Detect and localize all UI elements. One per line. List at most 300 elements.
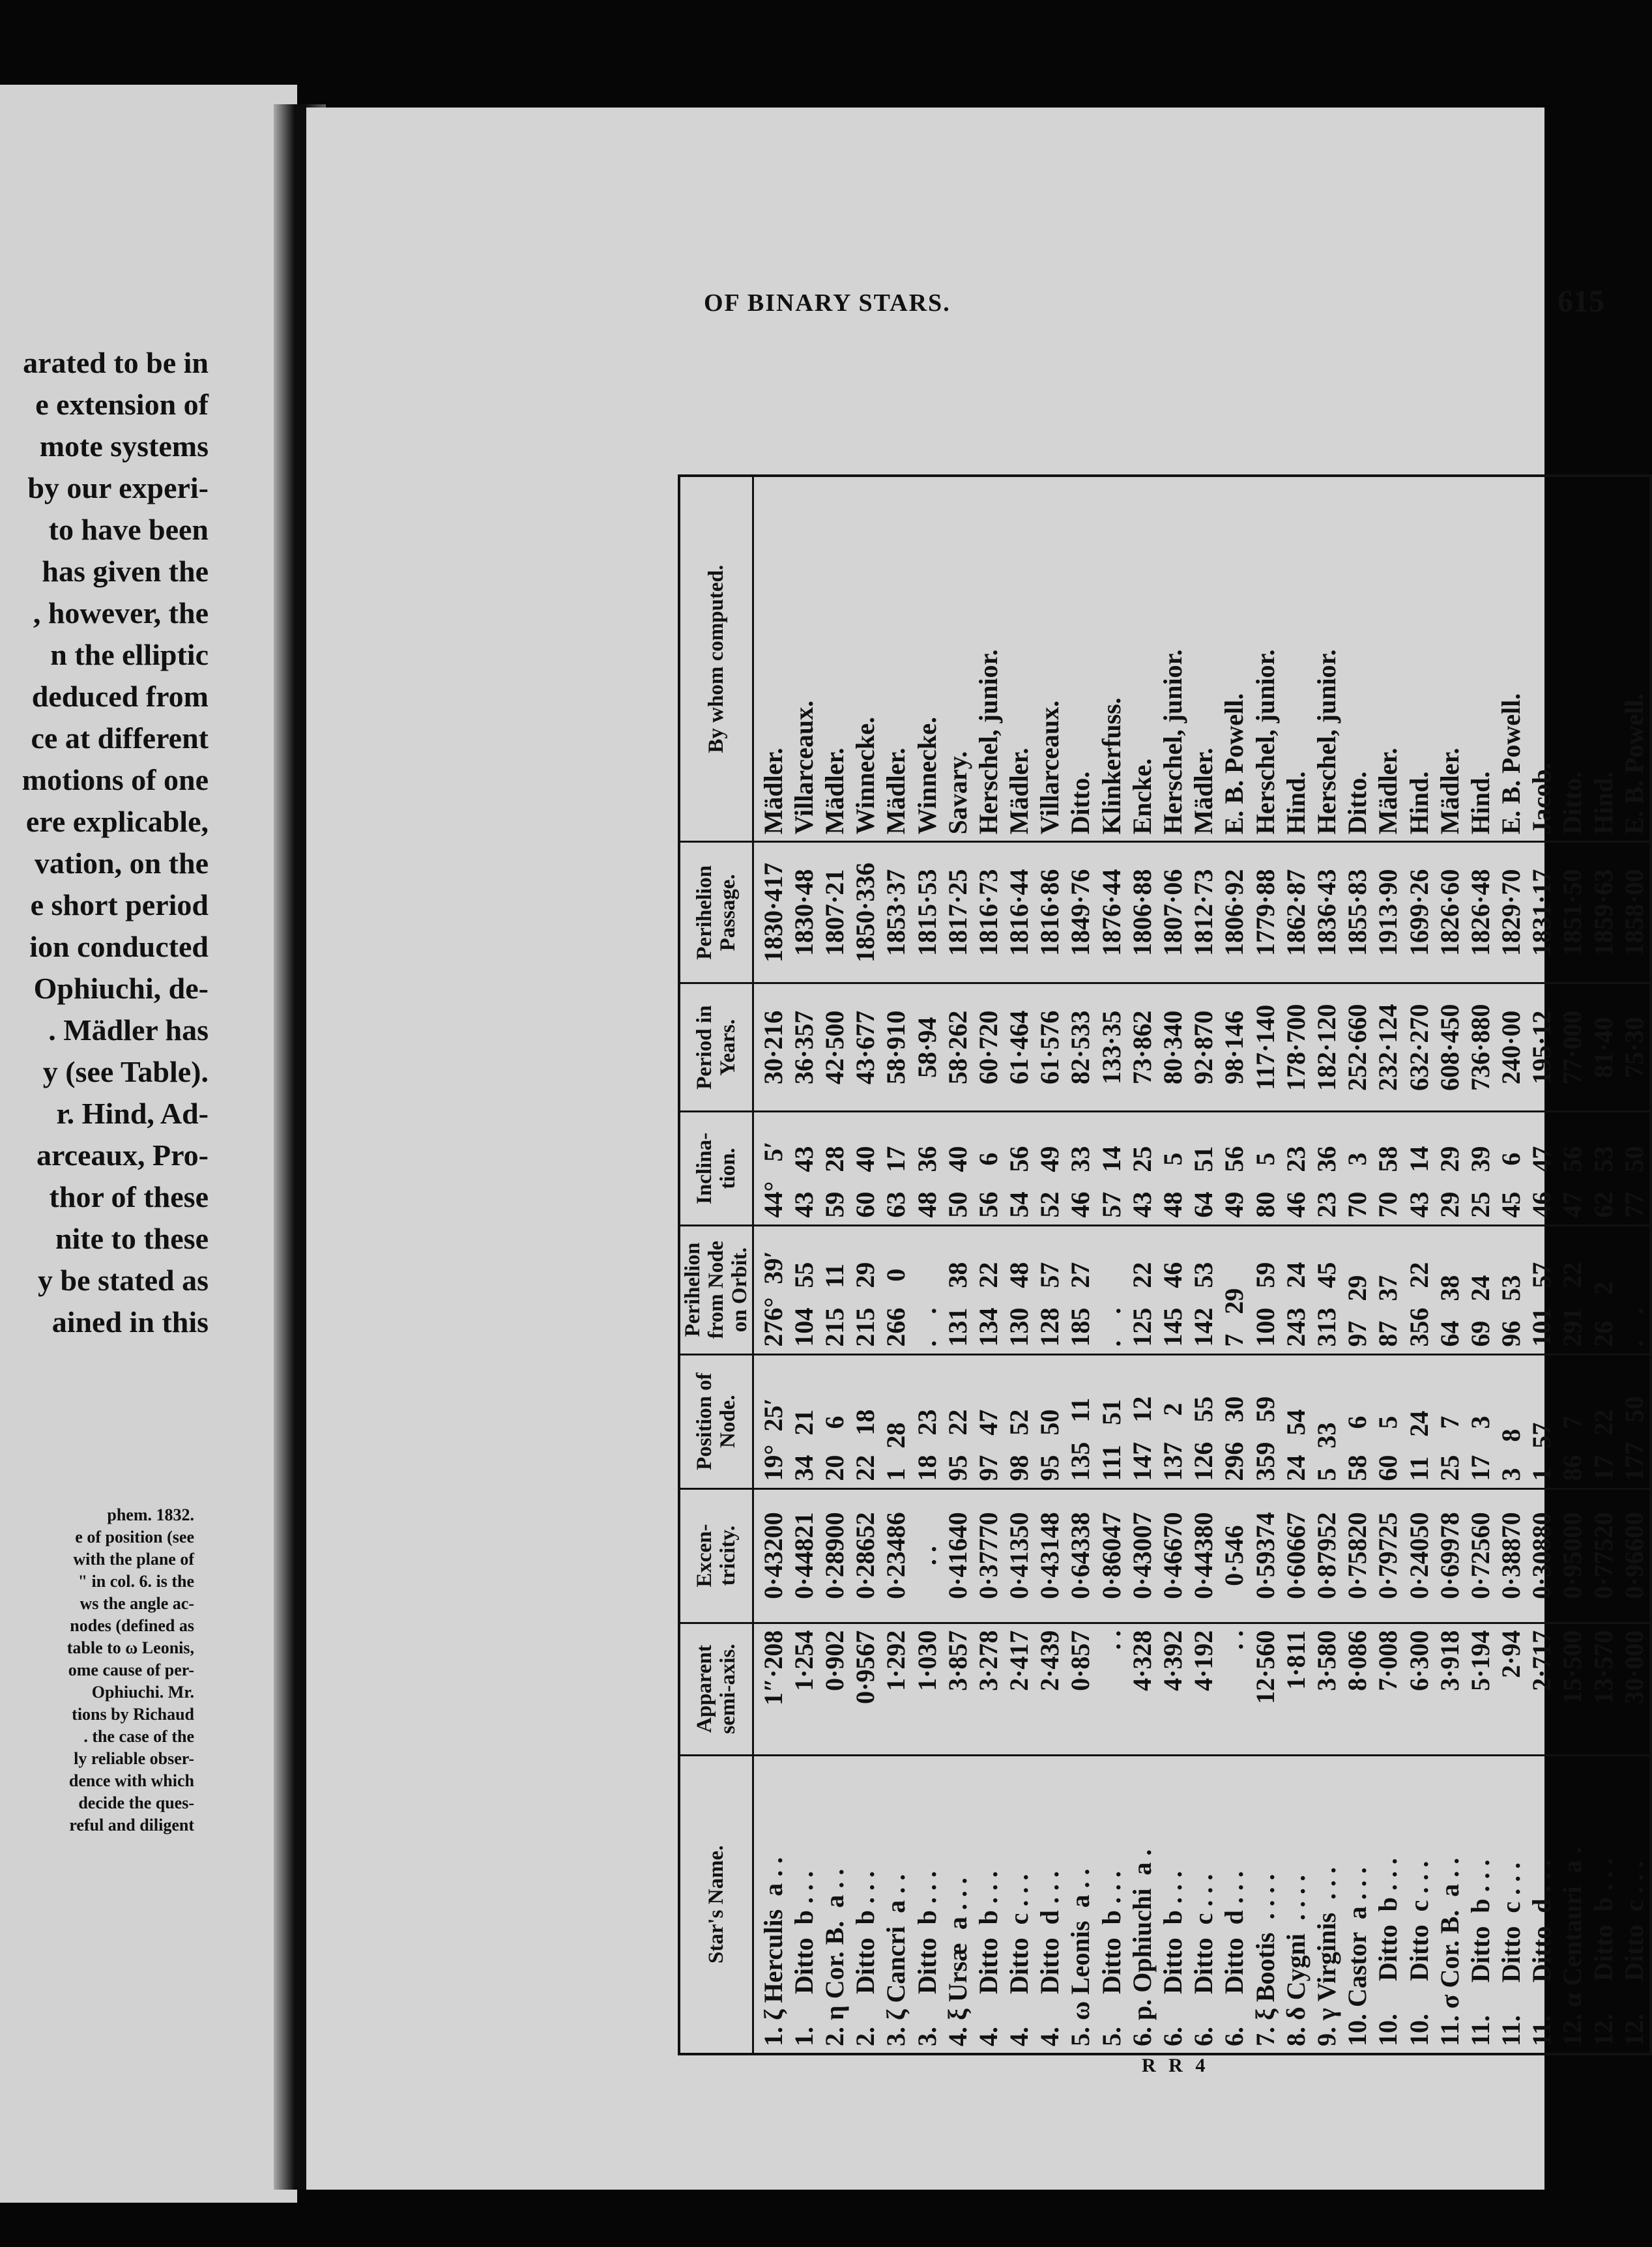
- left-footnote-line: ome cause of per-: [68, 1660, 194, 1679]
- cell-computer: Mädler.: [1004, 747, 1034, 835]
- cell-star: 3. ζ Cancri a . .: [881, 1874, 911, 2046]
- left-footnote-line: ws the angle ac-: [80, 1594, 194, 1613]
- cell-star: 2. Ditto b . . .: [850, 1871, 880, 2046]
- cell-period: 92·870: [1189, 1010, 1219, 1084]
- cell-node: 137 2: [1158, 1402, 1187, 1481]
- cell-computer: Hind.: [1465, 771, 1495, 835]
- cell-period: 252·660: [1342, 1004, 1372, 1091]
- cell-star: 6. Ditto d . . .: [1219, 1871, 1249, 2046]
- cell-star: 11. σ Cor. B. a . .: [1434, 1857, 1464, 2046]
- left-footnote-line: table to ω Leonis,: [66, 1638, 194, 1657]
- cell-node: 58 6: [1342, 1415, 1372, 1481]
- cell-passage: 1806·88: [1127, 869, 1157, 956]
- cell-computer: Mädler.: [758, 747, 788, 835]
- cell-ecc: 0·43148: [1035, 1512, 1065, 1599]
- left-page-line: y (see Table).: [42, 1055, 209, 1088]
- cell-axis: 0·9567: [850, 1630, 880, 1704]
- cell-period: 632·270: [1404, 1004, 1434, 1091]
- cell-ecc: 0·60667: [1281, 1512, 1311, 1599]
- left-page-line: . Mädler has: [48, 1013, 209, 1047]
- cell-period: 98·146: [1219, 1010, 1249, 1084]
- cell-ecc: 0·41350: [1004, 1512, 1034, 1599]
- column-computed-by: [680, 477, 1649, 841]
- cell-computer: Jacob.: [1527, 762, 1557, 835]
- left-page-text: [0, 345, 209, 1346]
- cell-computer: Ditto.: [1065, 771, 1095, 835]
- cell-passage: 1836·43: [1311, 869, 1341, 956]
- cell-computer: Herschel, junior.: [1311, 649, 1341, 835]
- left-page-line: r. Hind, Ad-: [56, 1097, 209, 1130]
- cell-passage: 1876·44: [1096, 869, 1126, 956]
- cell-axis: 1″·208: [758, 1630, 788, 1705]
- cell-period: 117·140: [1250, 1004, 1280, 1090]
- table-rotated-content: [680, 477, 1649, 2053]
- cell-incl: 54 56: [1004, 1146, 1034, 1218]
- cell-axis: 30·000: [1619, 1630, 1649, 1704]
- cell-incl: 63 17: [881, 1146, 911, 1218]
- cell-computer: E. B. Powell.: [1496, 693, 1526, 835]
- cell-star: 2. η Cor. B. a . .: [819, 1868, 849, 2046]
- column-excentricity: [680, 1488, 1649, 1622]
- cell-incl: 60 40: [850, 1146, 880, 1218]
- cell-star: 3. Ditto b . . .: [912, 1871, 942, 2046]
- cell-node: 135 11: [1065, 1397, 1095, 1481]
- left-page-line: e short period: [30, 888, 209, 921]
- cell-star: 6. Ditto b . . .: [1158, 1871, 1187, 2046]
- cell-period: 133·35: [1096, 1010, 1126, 1084]
- column-semi-axis: [680, 1622, 1649, 1754]
- cell-node: 24 54: [1281, 1409, 1311, 1481]
- cell-computer: E. B. Powell.: [1619, 693, 1649, 835]
- cell-period: 232·124: [1373, 1004, 1403, 1091]
- left-page-line: thor of these: [49, 1180, 209, 1213]
- cell-peri: 26 2: [1588, 1281, 1618, 1347]
- cell-axis: 4·392: [1158, 1630, 1187, 1691]
- cell-passage: 1831·17: [1527, 869, 1557, 956]
- cell-passage: 1853·37: [881, 869, 911, 956]
- cell-computer: Winnecke.: [912, 717, 942, 835]
- cell-node: 60 5: [1373, 1415, 1403, 1481]
- cell-computer: Savary.: [942, 751, 972, 835]
- cell-passage: 1913·90: [1373, 869, 1403, 956]
- cell-node: 1 28: [881, 1422, 911, 1481]
- cell-star: 4. Ditto d . . .: [1035, 1871, 1065, 2046]
- cell-passage: 1826·48: [1465, 869, 1495, 956]
- cell-period: 30·216: [758, 1010, 788, 1084]
- cell-computer: Mädler.: [881, 747, 911, 835]
- cell-star: 1. ζ Herculis a . .: [758, 1857, 788, 2046]
- left-page-line: , however, the: [33, 596, 209, 630]
- header-semi-axis: Apparent semi-axis.: [680, 1624, 754, 1754]
- cell-peri: . .: [1096, 1307, 1126, 1347]
- cell-computer: Mädler.: [1189, 747, 1219, 835]
- cell-incl: 43 25: [1127, 1146, 1157, 1218]
- cell-peri: 145 46: [1158, 1262, 1187, 1347]
- cell-ecc: 0·28652: [850, 1512, 880, 1599]
- cell-star: 11. Ditto c . . .: [1496, 1862, 1526, 2046]
- cell-axis: 12·560: [1250, 1630, 1280, 1704]
- cell-passage: 1855·83: [1342, 869, 1372, 956]
- cell-passage: 1830·48: [789, 869, 819, 956]
- cell-computer: Hind.: [1281, 771, 1311, 835]
- left-footnote-line: with the plane of: [73, 1550, 194, 1569]
- cell-ecc: 0·30880: [1527, 1512, 1557, 1599]
- header-perihelion-passage: Perihelion Passage.: [680, 843, 754, 982]
- cell-axis: . .: [1219, 1630, 1249, 1650]
- cell-star: 10. Castor a . . .: [1342, 1867, 1372, 2046]
- cell-computer: Herschel, junior.: [1158, 649, 1187, 835]
- cell-peri: 100 59: [1250, 1262, 1280, 1347]
- running-head: OF BINARY STARS.: [704, 289, 951, 317]
- cell-passage: 1862·87: [1281, 869, 1311, 956]
- cell-star: 4. Ditto b . . .: [973, 1871, 1003, 2046]
- cell-peri: 69 24: [1465, 1275, 1495, 1347]
- cell-incl: 56 6: [973, 1152, 1003, 1218]
- cell-incl: 25 39: [1465, 1146, 1495, 1218]
- cell-peri: 64 38: [1434, 1275, 1464, 1347]
- cell-ecc: 0·75820: [1342, 1512, 1372, 1599]
- cell-computer: Mädler.: [1434, 747, 1464, 835]
- cell-ecc: 0·96600: [1619, 1512, 1649, 1599]
- cell-star: 8. δ Cygni . . . .: [1281, 1874, 1311, 2046]
- left-footnote-line: phem. 1832.: [107, 1505, 194, 1524]
- cell-star: 10. Ditto c . . .: [1404, 1861, 1434, 2046]
- cell-star: 1. Ditto b . . .: [789, 1871, 819, 2046]
- cell-star: 6. Ditto c . . .: [1189, 1874, 1219, 2046]
- cell-ecc: 0·546: [1219, 1525, 1249, 1586]
- binary-star-orbits-table: [678, 474, 1652, 2055]
- cell-computer: Hind.: [1588, 771, 1618, 835]
- left-footnote-line: . the case of the: [83, 1727, 194, 1746]
- left-footnote-line: " in col. 6. is the: [78, 1572, 194, 1591]
- cell-axis: 3·857: [942, 1630, 972, 1691]
- cell-peri: 131 38: [942, 1262, 972, 1347]
- header-inclination: Inclina- tion.: [680, 1112, 754, 1224]
- cell-ecc: 0·44821: [789, 1512, 819, 1599]
- cell-period: 80·340: [1158, 1010, 1187, 1084]
- cell-incl: 49 56: [1219, 1146, 1249, 1218]
- cell-computer: Klinkerfuss.: [1096, 697, 1126, 835]
- cell-peri: 128 57: [1035, 1262, 1065, 1347]
- cell-star: 11. Ditto d . . .: [1527, 1859, 1557, 2046]
- right-page: [306, 108, 1649, 2190]
- cell-ecc: 0·28900: [819, 1512, 849, 1599]
- cell-passage: 1807·21: [819, 869, 849, 956]
- cell-ecc: 0·44380: [1189, 1512, 1219, 1599]
- cell-axis: 2·439: [1035, 1630, 1065, 1691]
- cell-period: 608·450: [1434, 1004, 1464, 1091]
- cell-peri: 96 53: [1496, 1275, 1526, 1347]
- cell-node: 147 12: [1127, 1396, 1157, 1481]
- cell-node: 86 7: [1558, 1415, 1587, 1481]
- cell-period: 81·40: [1588, 1017, 1618, 1078]
- cell-passage: 1850·336: [850, 862, 880, 963]
- cell-peri: 291 22: [1558, 1262, 1587, 1347]
- cell-period: 736·880: [1465, 1004, 1495, 1091]
- cell-star: 10. Ditto b . . .: [1373, 1858, 1403, 2046]
- cell-passage: 1779·88: [1250, 869, 1280, 956]
- cell-passage: 1816·86: [1035, 869, 1065, 956]
- cell-ecc: 0·46670: [1158, 1512, 1187, 1599]
- cell-node: 359 59: [1250, 1396, 1280, 1481]
- left-page-line: has given the: [42, 555, 209, 588]
- cell-ecc: 0·87952: [1311, 1512, 1341, 1599]
- cell-ecc: 0·59374: [1250, 1512, 1280, 1599]
- cell-ecc: 0·95000: [1558, 1512, 1587, 1599]
- cell-incl: 59 28: [819, 1146, 849, 1218]
- cell-ecc: 0·43200: [758, 1512, 788, 1599]
- cell-passage: 1812·73: [1189, 869, 1219, 956]
- cell-star: 12. α Centauri a .: [1558, 1847, 1587, 2046]
- cell-peri: 243 24: [1281, 1262, 1311, 1347]
- cell-computer: Winnecke.: [850, 717, 880, 835]
- cell-passage: 1826·60: [1434, 869, 1464, 956]
- left-page-line: e extension of: [35, 388, 209, 421]
- cell-incl: 50 40: [942, 1146, 972, 1218]
- left-footnote-line: decide the ques-: [78, 1793, 194, 1812]
- cell-star: 4. Ditto c . . .: [1004, 1874, 1034, 2046]
- cell-incl: 46 33: [1065, 1146, 1095, 1218]
- cell-period: 58·94: [912, 1017, 942, 1078]
- cell-peri: 356 22: [1404, 1262, 1434, 1347]
- cell-peri: . .: [1619, 1307, 1649, 1347]
- cell-node: 25 7: [1434, 1415, 1464, 1481]
- cell-axis: 4·192: [1189, 1630, 1219, 1691]
- left-page-line: n the elliptic: [50, 638, 209, 671]
- cell-ecc: 0·24050: [1404, 1512, 1434, 1599]
- cell-peri: 134 22: [973, 1262, 1003, 1347]
- left-page-line: ce at different: [31, 721, 209, 755]
- cell-axis: 7·008: [1373, 1630, 1403, 1691]
- left-page-line: arceaux, Pro-: [36, 1138, 209, 1172]
- cell-axis: 2·94: [1496, 1630, 1526, 1678]
- left-page-line: vation, on the: [34, 847, 209, 880]
- cell-computer: E. B. Powell.: [1219, 693, 1249, 835]
- cell-period: 182·120: [1311, 1004, 1341, 1091]
- cell-axis: 3·580: [1311, 1630, 1341, 1691]
- left-page-line: ere explicable,: [25, 805, 209, 838]
- cell-passage: 1815·53: [912, 869, 942, 956]
- left-footnote-line: tions by Richaud: [72, 1705, 194, 1724]
- left-page: [0, 85, 297, 2203]
- cell-peri: 142 53: [1189, 1262, 1219, 1347]
- cell-axis: 6·300: [1404, 1630, 1434, 1691]
- cell-axis: 1·292: [881, 1630, 911, 1691]
- header-period: Period in Years.: [680, 984, 754, 1110]
- cell-peri: 87 37: [1373, 1275, 1403, 1347]
- cell-incl: 43 43: [789, 1146, 819, 1218]
- cell-passage: 1699·26: [1404, 869, 1434, 956]
- cell-period: 77·000: [1558, 1010, 1587, 1084]
- cell-ecc: 0·79725: [1373, 1512, 1403, 1599]
- cell-ecc: 0·38870: [1496, 1512, 1526, 1599]
- cell-axis: 15·500: [1558, 1630, 1587, 1704]
- cell-computer: Herschel, junior.: [1250, 649, 1280, 835]
- cell-axis: 3·278: [973, 1630, 1003, 1691]
- cell-axis: 2·417: [1004, 1630, 1034, 1691]
- cell-node: 98 52: [1004, 1409, 1034, 1481]
- cell-incl: 52 49: [1035, 1146, 1065, 1218]
- cell-computer: Mädler.: [819, 747, 849, 835]
- cell-passage: 1816·44: [1004, 869, 1034, 956]
- left-page-line: Ophiuchi, de-: [33, 972, 209, 1005]
- cell-passage: 1858·00: [1619, 869, 1649, 956]
- cell-star: 12. Ditto b . . .: [1588, 1858, 1618, 2046]
- cell-period: 42·500: [819, 1010, 849, 1084]
- cell-star: 4. ξ Ursæ a . . .: [942, 1877, 972, 2046]
- cell-passage: 1817·25: [942, 869, 972, 956]
- cell-incl: 77 50: [1619, 1146, 1649, 1218]
- cell-axis: 1·254: [789, 1630, 819, 1691]
- cell-node: 111 51: [1096, 1399, 1126, 1481]
- cell-computer: Villarceaux.: [1035, 700, 1065, 835]
- cell-peri: 125 22: [1127, 1262, 1157, 1347]
- left-page-line: by our experi-: [27, 471, 209, 504]
- cell-star: 9. γ Virginis . . .: [1311, 1866, 1341, 2046]
- column-period: [680, 982, 1649, 1110]
- cell-incl: 23 36: [1311, 1146, 1341, 1218]
- cell-period: 58·910: [881, 1010, 911, 1084]
- cell-star: 6. p. Ophiuchi a .: [1127, 1849, 1157, 2046]
- cell-peri: 215 29: [850, 1262, 880, 1347]
- cell-ecc: 0·64338: [1065, 1512, 1095, 1599]
- cell-ecc: 0·37770: [973, 1512, 1003, 1599]
- cell-passage: 1859·63: [1588, 869, 1618, 956]
- signature-mark: R R 4: [1142, 2055, 1210, 2076]
- cell-ecc: 0·86047: [1096, 1512, 1126, 1599]
- left-page-line: deduced from: [31, 680, 209, 713]
- cell-peri: . .: [912, 1307, 942, 1347]
- cell-axis: . .: [1096, 1630, 1126, 1650]
- cell-period: 43·677: [850, 1010, 880, 1084]
- cell-ecc: 0·41640: [942, 1512, 972, 1599]
- cell-period: 195·12: [1527, 1010, 1557, 1084]
- header-position-of-node: Position of Node.: [680, 1355, 754, 1488]
- cell-node: 11 24: [1404, 1410, 1434, 1481]
- cell-computer: Ditto.: [1342, 771, 1372, 835]
- cell-incl: 57 14: [1096, 1146, 1126, 1218]
- cell-computer: Mädler.: [1373, 747, 1403, 835]
- cell-node: 95 22: [942, 1409, 972, 1481]
- left-page-footnote: [0, 1505, 194, 1838]
- left-footnote-line: ly reliable obser-: [74, 1749, 194, 1768]
- cell-ecc: 0·72560: [1465, 1512, 1495, 1599]
- cell-passage: 1851·50: [1558, 869, 1587, 956]
- cell-peri: 266 0: [881, 1268, 911, 1347]
- cell-ecc: 0·23486: [881, 1512, 911, 1599]
- cell-axis: 0·857: [1065, 1630, 1095, 1691]
- left-page-line: ained in this: [51, 1305, 209, 1339]
- cell-node: 17 22: [1588, 1409, 1618, 1481]
- cell-computer: Hind.: [1404, 771, 1434, 835]
- cell-peri: 7 29: [1219, 1288, 1249, 1347]
- cell-axis: 4·328: [1127, 1630, 1157, 1691]
- cell-axis: 1·811: [1281, 1630, 1311, 1690]
- cell-axis: 8·086: [1342, 1630, 1372, 1691]
- page-number: 615: [1558, 284, 1604, 319]
- cell-node: 20 6: [819, 1415, 849, 1481]
- cell-period: 58·262: [942, 1010, 972, 1084]
- cell-axis: 13·570: [1588, 1630, 1618, 1704]
- header-excentricity: Excen- tricity.: [680, 1490, 754, 1622]
- cell-passage: 1830·417: [758, 862, 788, 963]
- cell-axis: 1·030: [912, 1630, 942, 1691]
- cell-star: 7. ξ Bootis . . . .: [1250, 1874, 1280, 2046]
- header-star-name: Star's Name.: [680, 1756, 754, 2053]
- cell-node: 95 50: [1035, 1409, 1065, 1481]
- cell-node: 126 55: [1189, 1396, 1219, 1481]
- left-page-line: motions of one: [22, 763, 209, 796]
- cell-incl: 48 36: [912, 1146, 942, 1218]
- cell-peri: 104 55: [789, 1262, 819, 1347]
- cell-peri: 101 57: [1527, 1262, 1557, 1347]
- cell-axis: 2·717: [1527, 1630, 1557, 1691]
- left-footnote-line: reful and diligent: [69, 1816, 194, 1834]
- cell-incl: 46 47: [1527, 1146, 1557, 1218]
- column-position-of-node: [680, 1354, 1649, 1488]
- cell-peri: 276° 39′: [758, 1251, 788, 1347]
- cell-node: 22 18: [850, 1409, 880, 1481]
- cell-axis: 3·918: [1434, 1630, 1464, 1691]
- cell-node: 296 30: [1219, 1396, 1249, 1481]
- left-page-line: ion conducted: [29, 930, 209, 963]
- cell-period: 240·00: [1496, 1010, 1526, 1084]
- cell-star: 11. Ditto b . . .: [1465, 1859, 1495, 2046]
- column-perihelion-from-node: [680, 1225, 1649, 1354]
- cell-computer: Ditto.: [1558, 771, 1587, 835]
- cell-passage: 1806·92: [1219, 869, 1249, 956]
- cell-node: 17 3: [1465, 1415, 1495, 1481]
- left-page-line: mote systems: [39, 429, 209, 463]
- cell-node: 18 23: [912, 1409, 942, 1481]
- cell-node: 34 21: [789, 1409, 819, 1481]
- cell-peri: 97 29: [1342, 1275, 1372, 1347]
- left-footnote-line: Ophiuchi. Mr.: [91, 1683, 194, 1702]
- cell-incl: 70 3: [1342, 1152, 1372, 1218]
- cell-incl: 43 14: [1404, 1146, 1434, 1218]
- cell-axis: 5·194: [1465, 1630, 1495, 1691]
- left-footnote-line: dence with which: [68, 1771, 194, 1790]
- cell-peri: 185 27: [1065, 1262, 1095, 1347]
- cell-incl: 48 5: [1158, 1152, 1187, 1218]
- cell-passage: 1816·73: [973, 869, 1003, 956]
- cell-incl: 44° 5′: [758, 1141, 788, 1218]
- cell-computer: Villarceaux.: [789, 700, 819, 835]
- cell-peri: 130 48: [1004, 1262, 1034, 1347]
- left-footnote-line: nodes (defined as: [70, 1616, 194, 1635]
- cell-incl: 46 23: [1281, 1146, 1311, 1218]
- cell-incl: 47 56: [1558, 1146, 1587, 1218]
- cell-period: 178·700: [1281, 1004, 1311, 1091]
- cell-ecc: . .: [912, 1546, 942, 1566]
- cell-incl: 64 51: [1189, 1146, 1219, 1218]
- cell-passage: 1807·06: [1158, 869, 1187, 956]
- header-perihelion-from-node: Perihelion from Node on Orbit.: [680, 1226, 754, 1354]
- cell-node: 1 57: [1527, 1422, 1557, 1481]
- cell-passage: 1829·70: [1496, 869, 1526, 956]
- left-page-line: y be stated as: [38, 1264, 209, 1297]
- left-page-line: nite to these: [55, 1222, 209, 1255]
- cell-node: 97 47: [973, 1409, 1003, 1481]
- left-footnote-line: e of position (see: [75, 1528, 194, 1546]
- cell-peri: 313 45: [1311, 1262, 1341, 1347]
- cell-period: 60·720: [973, 1010, 1003, 1084]
- cell-period: 36·357: [789, 1010, 819, 1084]
- cell-node: 5 33: [1311, 1422, 1341, 1481]
- cell-incl: 45 6: [1496, 1152, 1526, 1218]
- left-page-line: arated to be in: [23, 346, 209, 379]
- cell-ecc: 0·43007: [1127, 1512, 1157, 1599]
